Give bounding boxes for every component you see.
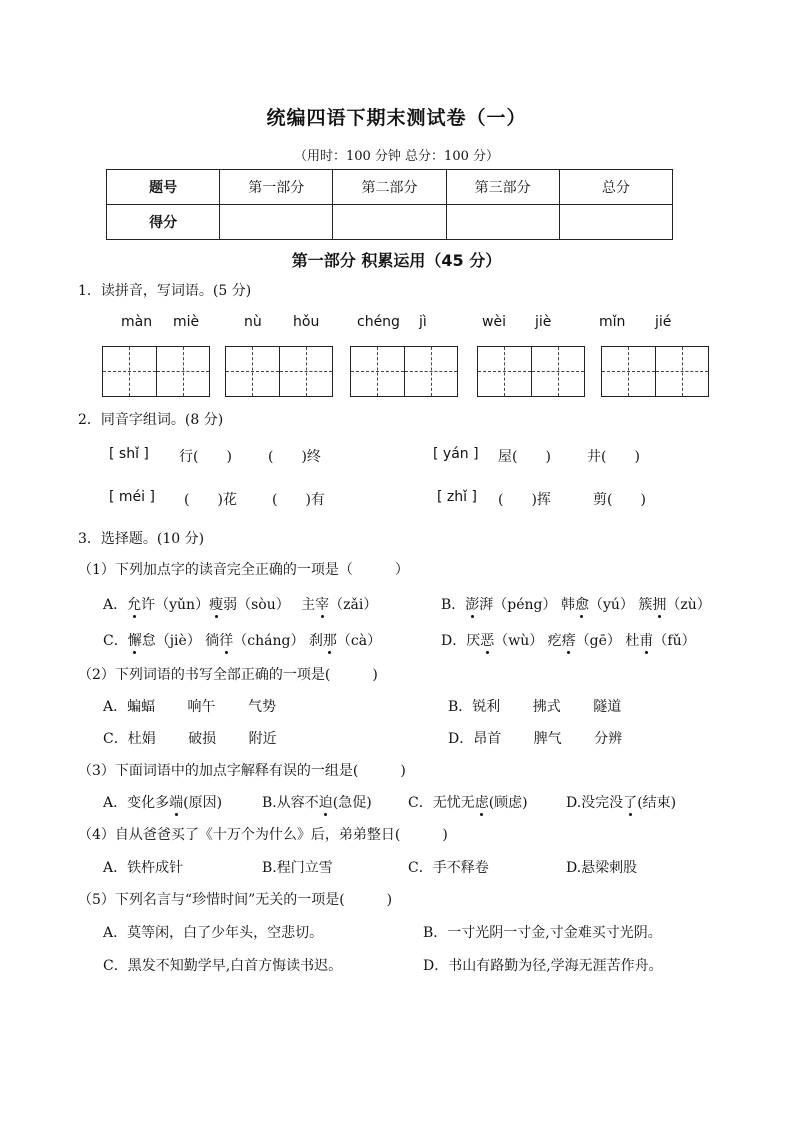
score-cell[interactable] bbox=[559, 205, 672, 240]
option-text: (原因) bbox=[183, 795, 223, 811]
pinyin-label: jì bbox=[419, 314, 427, 330]
table-header-cell: 第二部分 bbox=[333, 170, 446, 205]
option-text: （cháng） 刹 bbox=[233, 633, 323, 649]
fill-blank[interactable]: ( )挥 bbox=[498, 492, 551, 508]
option-a[interactable]: A．铁杵成针 bbox=[103, 860, 184, 876]
option-text: D.没完没 bbox=[566, 795, 624, 811]
option-text: A．变化多 bbox=[103, 795, 170, 811]
pinyin-label: jiè bbox=[535, 314, 552, 330]
option-text: （zù） bbox=[666, 597, 711, 613]
option-a[interactable]: A．蝙蝠 响午 气势 bbox=[103, 699, 277, 715]
fill-blank[interactable]: 屋( ) bbox=[498, 449, 551, 465]
option-c[interactable] bbox=[103, 630, 381, 650]
dotted-char: 愈 bbox=[575, 594, 589, 614]
dotted-char: 恶 bbox=[480, 630, 494, 650]
dotted-char: 甫 bbox=[639, 630, 653, 650]
writing-grid[interactable] bbox=[350, 346, 458, 397]
dotted-char: 瘩 bbox=[562, 630, 576, 650]
option-d[interactable]: D．书山有路勤为径,学海无涯苦作舟。 bbox=[423, 958, 663, 974]
page-title: 统编四语下期末测试卷（一） bbox=[266, 107, 527, 129]
score-table bbox=[106, 169, 673, 240]
option-d[interactable]: D．昂首 脾气 分辨 bbox=[448, 731, 623, 747]
option-text: 湃（péng） 韩 bbox=[479, 597, 575, 613]
option-text: （fǔ） bbox=[653, 633, 696, 649]
dotted-char: 端 bbox=[169, 792, 183, 812]
dotted-char: 懈 bbox=[128, 630, 142, 650]
option-text: C．无忧无 bbox=[408, 795, 475, 811]
option-d[interactable] bbox=[441, 630, 696, 650]
option-text: (结束) bbox=[637, 795, 677, 811]
writing-grid[interactable] bbox=[225, 346, 333, 397]
pinyin-label: chéng bbox=[357, 314, 400, 330]
writing-grid[interactable] bbox=[601, 346, 709, 397]
score-cell[interactable] bbox=[333, 205, 446, 240]
pinyin-label: [ méi ] bbox=[109, 489, 155, 505]
option-a[interactable] bbox=[103, 792, 222, 812]
option-prefix: C． bbox=[103, 633, 128, 649]
score-cell[interactable] bbox=[220, 205, 333, 240]
dotted-char: 拥 bbox=[652, 594, 666, 614]
option-b[interactable]: B.程门立雪 bbox=[262, 860, 333, 876]
table-header-cell: 总分 bbox=[559, 170, 672, 205]
writing-grid[interactable] bbox=[102, 346, 210, 397]
option-c[interactable] bbox=[408, 792, 528, 812]
option-prefix: A． bbox=[103, 597, 128, 613]
option-c[interactable]: C．杜娟 破损 附近 bbox=[103, 731, 277, 747]
pinyin-label: màn bbox=[121, 314, 153, 330]
option-prefix: B． bbox=[441, 597, 466, 613]
pinyin-label: [ yán ] bbox=[433, 446, 479, 462]
sub-question-stem: （3）下面词语中的加点字解释有误的一组是( ) bbox=[78, 763, 406, 779]
table-row bbox=[107, 205, 673, 240]
pinyin-label: hǒu bbox=[293, 314, 320, 330]
option-text: 怠（jiè） 徜 bbox=[141, 633, 220, 649]
fill-blank[interactable]: 行( ) bbox=[179, 449, 232, 465]
table-header-cell: 题号 bbox=[107, 170, 220, 205]
option-text: (急促) bbox=[332, 795, 372, 811]
pinyin-label: mǐn bbox=[599, 314, 626, 330]
pinyin-label: nù bbox=[244, 314, 262, 330]
dotted-char: 宰 bbox=[315, 594, 329, 614]
writing-grid[interactable] bbox=[477, 346, 585, 397]
question-3-title: 3．选择题。(10 分) bbox=[78, 531, 205, 547]
sub-question-stem: （5）下列名言与“珍惜时间”无关的一项是( ) bbox=[78, 892, 393, 908]
option-a[interactable]: A．莫等闲，白了少年头，空悲切。 bbox=[103, 925, 324, 941]
option-prefix: D．厌 bbox=[441, 633, 481, 649]
option-text: （cà） bbox=[336, 633, 382, 649]
sub-question-stem: （1）下列加点字的读音完全正确的一项是（ ） bbox=[78, 562, 409, 578]
pinyin-label: wèi bbox=[482, 314, 506, 330]
option-text: （wù） 疙 bbox=[494, 633, 562, 649]
option-d[interactable]: D.悬梁刺股 bbox=[566, 860, 638, 876]
option-text: 弱（sòu） 主 bbox=[223, 597, 316, 613]
sub-question-stem: （4）自从爸爸买了《十万个为什么》后，弟弟整日( ) bbox=[78, 827, 448, 843]
option-a[interactable] bbox=[103, 594, 377, 614]
pinyin-label: jié bbox=[655, 314, 672, 330]
fill-blank[interactable]: ( )终 bbox=[268, 449, 321, 465]
table-row bbox=[107, 170, 673, 205]
option-c[interactable]: C．手不释卷 bbox=[408, 860, 489, 876]
pinyin-label: [ shǐ ] bbox=[109, 446, 149, 462]
exam-meta: （用时：100 分钟 总分：100 分） bbox=[293, 149, 500, 164]
option-text: B.从容不 bbox=[262, 795, 319, 811]
dotted-char: 那 bbox=[323, 630, 337, 650]
sub-question-stem: （2）下列词语的书写全部正确的一项是( ) bbox=[78, 667, 378, 683]
fill-blank[interactable]: ( )有 bbox=[272, 492, 325, 508]
pinyin-label: miè bbox=[173, 314, 200, 330]
fill-blank[interactable]: 井( ) bbox=[587, 449, 640, 465]
score-cell[interactable] bbox=[446, 205, 559, 240]
option-text: （zǎi） bbox=[329, 597, 378, 613]
table-header-cell: 第三部分 bbox=[446, 170, 559, 205]
option-c[interactable]: C．黑发不知勤学早,白首方悔读书迟。 bbox=[103, 958, 343, 974]
table-header-cell: 第一部分 bbox=[220, 170, 333, 205]
score-row-label: 得分 bbox=[107, 205, 220, 240]
question-2-title: 2．同音字组词。(8 分) bbox=[78, 412, 224, 428]
option-b[interactable] bbox=[441, 594, 711, 614]
dotted-char: 虑 bbox=[475, 792, 489, 812]
option-text: (顾虑) bbox=[488, 795, 528, 811]
option-text: （yú） 簇 bbox=[588, 597, 653, 613]
dotted-char: 澎 bbox=[465, 594, 479, 614]
question-1-title: 1．读拼音，写词语。(5 分) bbox=[78, 283, 252, 299]
dotted-char: 允 bbox=[127, 594, 141, 614]
fill-blank[interactable]: ( )花 bbox=[184, 492, 237, 508]
option-d[interactable] bbox=[566, 792, 676, 812]
section-heading: 第一部分 积累运用（45 分） bbox=[291, 251, 502, 270]
dotted-char: 徉 bbox=[219, 630, 233, 650]
option-b[interactable]: B．一寸光阴一寸金,寸金难买寸光阴。 bbox=[423, 925, 662, 941]
option-text: （gē） 杜 bbox=[575, 633, 640, 649]
dotted-char: 迫 bbox=[319, 792, 333, 812]
pinyin-label: [ zhǐ ] bbox=[437, 489, 477, 505]
fill-blank[interactable]: 剪( ) bbox=[593, 492, 646, 508]
option-b[interactable]: B．锐利 拂式 隧道 bbox=[448, 699, 622, 715]
option-text: 许（yǔn） bbox=[141, 597, 210, 613]
dotted-char: 瘦 bbox=[209, 594, 223, 614]
dotted-char: 了 bbox=[623, 792, 637, 812]
option-b[interactable] bbox=[262, 792, 372, 812]
